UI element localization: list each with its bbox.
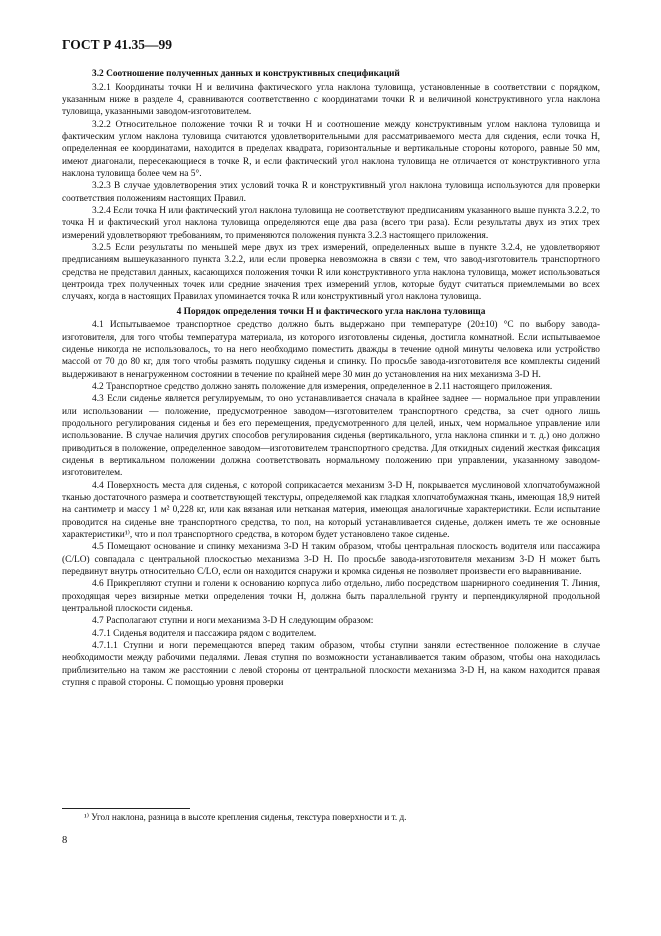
paragraph-3-2-3: 3.2.3 В случае удовлетворения этих условий точка R и конструктивный угол наклона туловища используются для проверки соответствия положениям настоящих Правил. [62, 181, 600, 204]
paragraph-4-1: 4.1 Испытываемое транспортное средство должно быть выдержано при температуре (20±10) °С по выбору завода-изготовителя, для того чтобы температура материала, из которого изготовлены сиденья, достигла комнатной. Если испытываемое сиденье никогда не использовалось, то на него необходимо поместить дважды в течение одной минуты человека или устройство массой от 70 до 80 кг, для того чтобы размять подушку сиденья и спинку. По просьбе завода-изготовителя все комплекты сидений выдерживают в ненагруженном состоянии в течение по крайней мере 30 мин до установления на них механизма 3-D H. [62, 320, 600, 380]
paragraph-4-7: 4.7 Располагают ступни и ноги механизма 3-D H следующим образом: [92, 616, 374, 627]
document-header: ГОСТ Р 41.35—99 [62, 37, 173, 52]
paragraph-4-3: 4.3 Если сиденье является регулируемым, то оно устанавливается сначала в крайнее заднее — нормальное при управлении или использовании — положение, предусмотренное заводом—изготовителем транспортного средства, за счет одного лишь продольного регулирования сиденья и без его перемещения, предусмотренного для целей, иных, чем нормальное управление или использование. В случае наличия других способов регулирования сиденья (вертикального, угла наклона спинки и т. д.) оно должно приводиться в положение, определенное заводом—изготовителем транспортного средства. Для откидных сидений жесткая фиксация сиденья в вертикальном положении должна соответствовать нормальному положению при управлении, указанному заводом-изготовителем. [62, 394, 600, 479]
page-number: 8 [62, 835, 68, 846]
paragraph-4-2: 4.2 Транспортное средство должно занять положение для измерения, определенное в 2.11 настоящего приложения. [92, 381, 553, 392]
paragraph-4-7-1-1: 4.7.1.1 Ступни и ноги перемещаются вперед таким образом, чтобы ступни заняли естественное положение в случае необходимости между рабочими педалями. Левая ступня по возможности устанавливается таким образом, чтобы она находилась приблизительно на таком же расстоянии с левой стороны от центральной плоскости механизма 3-D H, на каком находится правая ступня с правой стороны. С помощью уровня проверки [62, 641, 600, 689]
paragraph-4-4: 4.4 Поверхность места для сиденья, с которой соприкасается механизм 3-D H, покрывается муслиновой хлопчатобумажной тканью достаточного размера и соответствующей текстуры, определяемой как гладкая хлопчатобумажная ткань, имеющая 18,9 нитей на сантиметр и массу 1 м² 0,228 кг, или как вязаная или нетканая материя, имеющая аналогичные характеристики. Если испытание проводится на сиденье вне транспортного средства, то пол, на который устанавливается сиденье, должен иметь те же основные характеристики¹⁾, что и пол транспортного средства, в котором будет установлено такое сиденье. [62, 480, 600, 541]
paragraph-3-2-5: 3.2.5 Если результаты по меньшей мере двух из трех измерений, определенных выше в пункте 3.2.4, не удовлетворяют предписаниям вышеуказанного пункта 3.2.2, или если проверка невозможна в связи с тем, что завод-изготовитель транспортного средства не представил данных, касающихся положения точки R или конструктивного угла наклона туловища, может использоваться центроида трех полученных точек или средние значения трех измерений углов, которые будут считаться приемлемыми во всех случаях, когда в настоящих Правилах упоминается точка R или конструктивный угол наклона туловища. [62, 242, 600, 303]
paragraph-4-7-1: 4.7.1 Сиденья водителя и пассажира рядом с водителем. [92, 628, 317, 639]
section-heading-3-2: 3.2 Соотношение полученных данных и конструктивных спецификаций [92, 69, 400, 79]
paragraph-3-2-2: 3.2.2 Относительное положение точки R и точки H и соотношение между конструктивным углом наклона туловища и фактическим углом наклона туловища считаются удовлетворительными для рассматриваемого места для сидения, если точка H, определенная ее координатами, находится в пределах квадрата, горизонтальные и вертикальные стороны которого, равные 50 мм, имеют диагонали, пересекающиеся в точке R, и если фактический угол наклона туловища не отличается от конструктивного угла наклона туловища более чем на 5°. [62, 119, 600, 179]
paragraph-4-6: 4.6 Прикрепляют ступни и голени к основанию корпуса либо отдельно, либо посредством шарнирного соединения T. Линия, проходящая через визирные метки определения точки H, должна быть параллельной грунту и перпендикулярной продольной центральной плоскости сиденья. [62, 579, 600, 615]
paragraph-3-2-1: 3.2.1 Координаты точки H и величина фактического угла наклона туловища, установленные в соответствии с порядком, указанным ниже в разделе 4, сравниваются соответственно с координатами точки R и величиной конструктивного угла наклона туловища, указанными заводом-изготовителем. [62, 82, 600, 118]
paragraph-3-2-4: 3.2.4 Если точка H или фактический угол наклона туловища не соответствуют предписаниям указанного выше пункта 3.2.2, то точка H и фактический угол наклона туловища определяются еще два раза (всего три раза). Если результаты двух из этих трех измерений удовлетворяют требованиям, то применяются положения пункта 3.2.3 настоящего приложения. [62, 205, 600, 241]
footnote-divider [62, 808, 190, 809]
section-heading-4: 4 Порядок определения точки H и фактического угла наклона туловища [176, 306, 486, 317]
paragraph-4-5: 4.5 Помещают основание и спинку механизма 3-D H таким образом, чтобы центральная плоскость водителя или пассажира (C/LO) совпадала с центральной плоскостью механизма 3-D H. По просьбе завода-изготовителя механизм 3-D H может быть передвинут внутрь относительно C/LO, если он находится снаружи и кромка сиденья не позволяет произвести его выравнивание. [62, 542, 600, 578]
footnote: ¹⁾ Угол наклона, разница в высоте крепления сиденья, текстура поверхности и т. д. [84, 812, 407, 822]
document-body [62, 68, 600, 690]
